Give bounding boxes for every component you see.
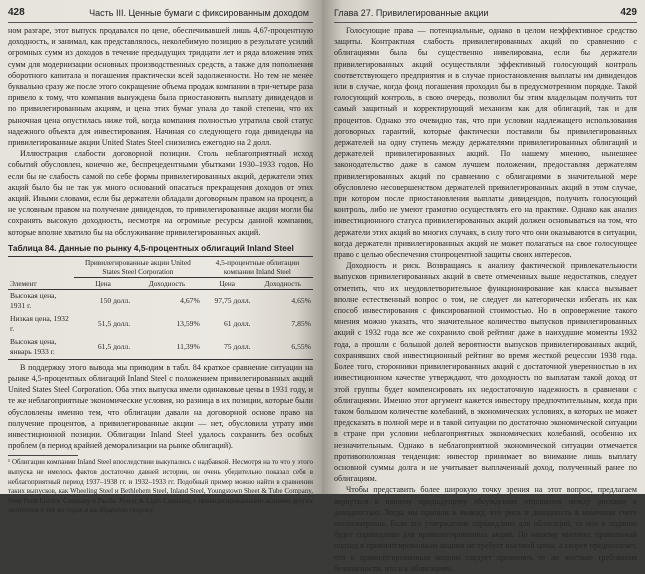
cell-yield-2: 4,65% [291, 296, 311, 306]
table-caption: Таблица 84. Данные по рынку 4,5-процентных облигаций Inland Steel [8, 242, 294, 253]
col-element-header: Элемент [10, 278, 37, 288]
cell-price-2: 97,75 долл. [214, 296, 251, 306]
cell-yield-2: 7,85% [291, 319, 311, 329]
sub-yield-header: Доходность [148, 278, 186, 288]
table-row [8, 289, 313, 313]
right-running-head [334, 6, 637, 23]
cell-yield-2: 6,55% [291, 342, 311, 352]
right-running-title: Глава 27. Привилегированные акции [334, 8, 489, 18]
left-page [0, 0, 322, 515]
row-label: Высокая цена, 1931 г. [10, 290, 57, 311]
cell-price-2: 75 долл. [224, 342, 251, 352]
table-row [8, 313, 313, 336]
group1-header: Привилегированные акции United States Steel Corporation [74, 256, 202, 277]
cell-price-1: 61,5 долл. [97, 342, 131, 352]
left-paragraph-3: В поддержку этого вывода мы приводим в табл. 84 краткое сравнение ситуации на рынке 4,5-процентных облигаций Inland Steel с положением привилегированных акций United States Steel Corporation. Оба этих выпуска имели одинаковые цены в 1931 году, и те же неблагоприятные экономические условия, но разница в их позиции, которые были обусловлены именно тем, что облигации давали на договорной основе право на получение процентов, а привилегированные акции — нет, обусловила утрату ими инвестиционной позиции. Облигации Inland Steel удалось сохранить без особых проблем (в период крайней деморализации на рынке облигаций). [8, 362, 313, 451]
right-page-number: 429 [620, 7, 637, 18]
row-label: Низкая цена, 1932 г. [10, 313, 69, 334]
right-page [322, 0, 645, 573]
data-table [8, 256, 313, 360]
cell-yield-1: 4,67% [180, 296, 200, 306]
left-running-head [8, 6, 313, 23]
sub-price-header: Цена [95, 278, 111, 288]
sub-price-header-2: Цена [219, 278, 235, 288]
cell-yield-1: 11,39% [176, 342, 200, 352]
footnote-rule [8, 455, 78, 456]
table-row [8, 336, 313, 360]
sub-yield-header-2: Доходность [264, 278, 301, 288]
right-paragraph-2: Доходность и риск. Возвращаясь к анализу фактической привлекательности выпусков привилегированных акций в свете отмеченных выше недостатков, следует отметить, что их неудовлетворительное функционирование как класса вызывает вполне естественный вопрос о том, не следует ли категорически избегать их как способ инвестирования с фиксированной стоимостью. Но в опровержение такого мнения можно указать, что значительное количество выпусков привилегированных акций с 1932 года все же сохранило свой рейтинг даже в наихудшие моменты 1932 года, а прошли с большой долей вероятности выпусков привилегированных акций, сохранявших свой инвестиционный рейтинг во время жесткой рецессии 1938 года. Более того, сторонники привилегированных акций с достаточной уверенностью в их инвестиционном качестве утверждают, что доходность по выплатам такой доход от этой группы будет компенсировать их недостаточную надежность в сравнении с облигациями. Именно этот аргумент кажется инвестору предпочтительным, когда при таком большом количестве колебаний, в экономических условиях, в которых не может предсказать в полной мере и в такой ситуации по достаточно экономической ситуации в стране при условии неблагоприятных экономических колебаний, особенно их незначительным. Однако в неблагоприятной экономической ситуации отмечается противоположная тенденция: инвестор принимает во внимание лишь выплату основной суммы долга и не учитывает выплаченный доход, полученный ранее по облигациям. [334, 261, 637, 484]
left-running-title: Часть III. Ценные бумаги с фиксированным доходом [89, 8, 309, 18]
left-paragraph-2: Иллюстрация слабости договорной позиции. Столь неблагоприятный исход событий обусловлен, конечно же, беспрецедентными убытками 1930–1933 годов. Но если бы не слабость самой по себе формы привилегированных акций, держатели этих акций было бы не так уж много оснований опасаться прекращения доходов от этих акций. Иными словами, если бы держатели обладали договорным правом на процент, а не условным правом на получение дивидендов, то привилегированные акции могли бы сохранять высокую доходность, несмотря на огромные ресурсы данной компании, которые вполне хватило бы на обслуживание привилегированных акций. [8, 149, 313, 237]
cell-yield-1: 13,59% [176, 319, 200, 329]
group2-header: 4,5-процентные облигации компании Inland Steel [202, 256, 313, 277]
left-page-number: 428 [8, 7, 25, 18]
cell-price-2: 61 долл. [224, 319, 251, 329]
left-paragraph-1: ном разгаре, этот выпуск продавался по цене, обеспечивавшей лишь 4,67-процентную доходность, и занимал, как представлялось, неколебимую позицию в результате усилий огромных сумм из доходов в течение предыдущих тридцати лет и ряда вложения этих сумм для модернизации основных производственных средств, а также для пополнения оборотного капитала и погашения практически всей задолженности. Но тем не менее буквально сразу же после этого сокращение объема продаж компании в три-четыре раза привело к тому, что компания вынуждена была приостановить выплату дивидендов и по привилегированным акциям, и цена этих бумаг упала до такой степени, что их рыночная цена опустилась ниже той, когда компания полностью утратила свой статус надежного объекта для инвестирования. Начиная со следующего года дивиденды на привилегированные акции United States Steel снизились ежегодно на 2 долл. [8, 26, 313, 148]
footnote: ¹ Облигации компании Inland Steel впоследствии выкупались с надбавкой. Несмотря на то что у этого выпуска не имелось фактов достаточно давней истории, он очень убедительно показал себя в неблагоприятный период 1937–1938 гг. и 1932–1933 гг. Подобный пример можно найти в сравнении таких выпусков, как Wheeling Steel и Bethlehem Steel, Inland Steel, Youngstown Sheet & Tube Company, West Penn Electric Company и Pacific Power & Light Company, с привилегированными акциями других эмитентов в тех же годах и на обратную сторону. [8, 458, 313, 515]
cell-price-1: 150 долл. [99, 296, 131, 306]
cell-price-1: 51,5 долл. [97, 319, 131, 329]
right-paragraph-3: Чтобы представить более широкую точку зрения на этот вопрос, предлагаем вернуться к нашему предыдущему обсуждению отношения между рисками и доходностью. Тогда мы пришли к выводу, что риск и доходность в конечном счете несоизмеримы. Если это утверждение справедливо для облигаций, то оно и подавно будет справедливо для привилегированных акций. По нашему мнению, правильный подход к привилегированным акциям не требует высокой цены, а скорее предполагает, что к привилегированным акциям следует применять те же жесткие требования безопасности, что и к облигациям. [334, 485, 637, 573]
right-paragraph-1: Голосующие права — потенциальные, однако в целом неэффективное средство защиты. Контрактная слабость привилегированных акций по сравнению с облигациями была бы существенно нивелирована, если бы держатели привилегированных акций осуществляли эффективный голосующий контроль соответствующего предприятия и в случае приостановления выплаты им дивидендов или в случае, когда фонд погашения проходил бы в предусмотренном порядке. Такой голосующий контроль, в свою очередь, позволил бы этим владельцам получить тот самый защитный и корректирующий механизм как для облигаций, так и для процентов. Однако это очевидно так, что при условии надлежащего использования договорных гарантий, которые фактически поставили бы привилегированных держателей на одну ступень между держателями привилегированных облигаций и держателей привилегированных акций. По нашему мнению, нынешнее законодательство даже в самом лучшем положении, предоставляя держателям привилегированных акций по сравнению с облигациями в значительной мере обусловлено несовершенством держателей привилегированных акций в этом случае, при котором после приостановления выплаты дивидендов, получить голосующий контроль, либо не умеют грамотно осуществлять его на практике. Однако как анализ инвестиционного статуса привилегированных акций должен основываться на том, что держатели этих акций во многих случаях, в силу того что они оказываются в ситуации, когда держатели привилегированных акций не может полагаться на свое голосующее право с целью обеспечения стопроцентной защиты своих интересов. [334, 26, 637, 260]
row-label: Высокая цена, январь 1933 г. [10, 336, 57, 357]
